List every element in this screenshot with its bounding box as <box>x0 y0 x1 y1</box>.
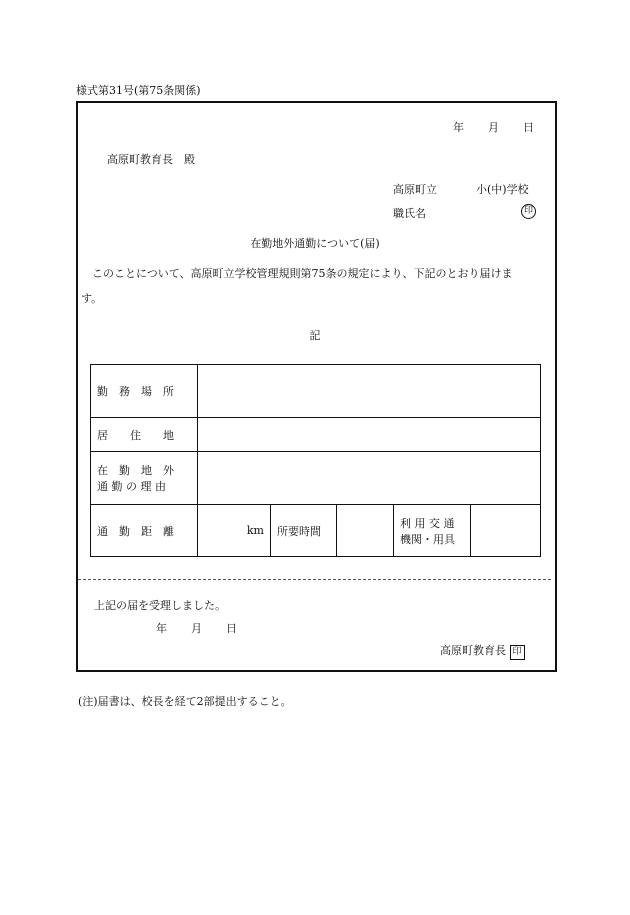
body-text-line1: このことについて、高原町立学校管理規則第75条の規定により、下記のとおり届けま <box>92 267 513 280</box>
km-unit: km <box>246 524 264 537</box>
acceptance-text: 上記の届を受理しました。 <box>94 599 226 612</box>
footnote: (注)届書は、校長を経て2部提出すること。 <box>78 695 292 708</box>
body-text-line2: す。 <box>81 292 103 305</box>
dashed-divider <box>78 579 551 580</box>
square-seal-icon: 印 <box>510 645 525 660</box>
reason-label-line1: 在 勤 地 外 <box>97 464 174 477</box>
seal-mark: 印 <box>521 204 536 219</box>
transport-label-line1: 利 用 交 通 <box>400 516 455 530</box>
details-table <box>90 364 541 557</box>
document-title: 在勤地外通勤について(届) <box>250 237 380 250</box>
residence-field[interactable] <box>198 418 541 452</box>
table-row-distance <box>91 505 541 557</box>
transport-label-line2: 機関・用具 <box>400 532 455 546</box>
accept-year-label: 年 <box>156 622 167 635</box>
date-year-label: 年 <box>453 121 464 134</box>
reason-field[interactable] <box>198 452 541 505</box>
workplace-label: 勤 務 場 所 <box>91 365 198 418</box>
distance-label: 通 勤 距 離 <box>91 505 198 557</box>
transport-field[interactable] <box>471 505 541 557</box>
residence-label: 居 住 地 <box>91 418 198 452</box>
transport-label <box>394 505 471 557</box>
seal-icon <box>521 203 536 219</box>
table-row-workplace <box>91 365 541 418</box>
board-name: 高原町教育長 <box>440 644 506 657</box>
board-signature <box>440 642 525 660</box>
date-day-label: 日 <box>523 121 534 134</box>
workplace-field[interactable] <box>198 365 541 418</box>
table-row-reason <box>91 452 541 505</box>
date-month-label: 月 <box>488 121 499 134</box>
job-name-label: 職氏名 <box>393 207 426 220</box>
table-row-residence <box>91 418 541 452</box>
accept-month-label: 月 <box>191 622 202 635</box>
time-label: 所要時間 <box>271 505 337 557</box>
school-suffix: 小(中)学校 <box>476 183 529 196</box>
distance-km-field[interactable] <box>198 505 271 557</box>
form-number-label: 様式第31号(第75条関係) <box>76 84 201 97</box>
reason-label <box>91 452 198 505</box>
addressee: 高原町教育長 殿 <box>107 153 195 166</box>
ki-heading: 記 <box>309 329 321 342</box>
reason-label-line2: 通 勤 の 理 由 <box>97 480 166 493</box>
school-prefix: 高原町立 <box>393 183 437 196</box>
time-field[interactable] <box>337 505 394 557</box>
accept-day-label: 日 <box>226 622 237 635</box>
